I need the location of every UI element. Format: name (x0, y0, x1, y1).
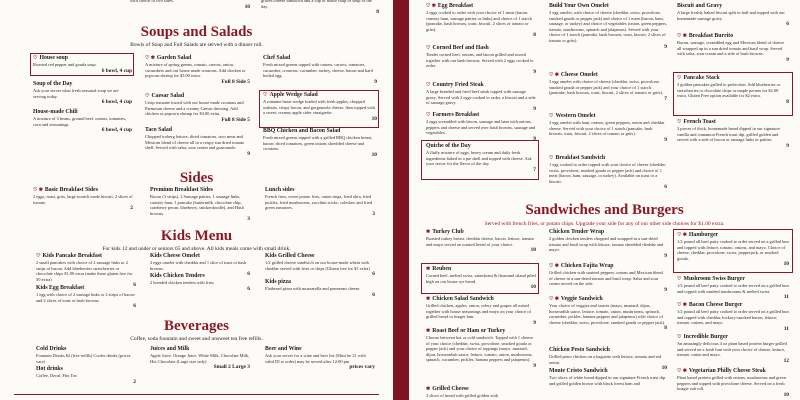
section-subtitle-soups: Bowls of Soup and Full Salads are served with a dinner roll. (130, 42, 263, 48)
section-title-sandwiches: Sandwiches and Burgers (525, 202, 684, 218)
menu-item: Kids Egg Breakfast 1 egg with choice of 2 sausage links or 2 strips of bacon and 2 slices of toast or hash browns. 6 (36, 285, 136, 310)
menu-item: ✱ Turkey Club Roasted turkey breast, cheddar cheese, bacon, lettuce, tomato and mayo served on toasted bread of your choice. 10 (426, 229, 536, 254)
menu-item: ♡ Pancake Stack 3 golden pancakes grilled to perfection. Add blueberries or strawberries or chocolate chips or maple pecans for $2.00 extra. Gluten Free option available for $2 extra. 8 (677, 75, 789, 105)
menu-item: ♡ Incredible Burger An amazingly delicious 4 oz plant based protein burger grilled and served on a fresh bun with your choice of cheese, lettuce, tomato, onion and mayo. 12 (677, 334, 789, 364)
menu-item: ♡ ✱ Cheese Omelet 3 egg omelet with choice of cheese (cheddar, swiss, provolone, smoked gouda or pepper jack) and your choice of 1 starch (pancake, hash browns, toast, biscuit, 2 slices of tomato or grits). 7 (549, 72, 667, 102)
menu-item: ♡ Western Omelet 3 egg omelet with ham, onions, green peppers, onion and cheddar cheese. Served with your choice of 1 starch (pancake, hash browns, toast, biscuit, 2 slices of tomato or grits). 9 (549, 113, 667, 143)
menu-item: Kids Grilled Cheese 1/2 grilled cheese sandwich on our house-made wheat with cheddar served with fries or chips (Gluten free for $1 extra) 6 (265, 253, 375, 278)
menu-item: Hot drinks Coffee, Decaf, Hot Tea 2 (36, 366, 136, 385)
menu-item: Soup of the Day Ask your server what fresh seasonal soup we are serving today. 6 bowl, 4 cup (33, 81, 132, 106)
menu-item: ♡ ✱ Egg Breakfast 2 eggs cooked to order with your choice of 1 meat (bacon, country ham, sausage patties or links) and choice of 1 starch (pancake, hash browns, toast, biscuit, 2 slices of tomato or grits). 8 (426, 3, 536, 39)
menu-item: Cold Drinks Fountain Drinks $2 (free refills) Cooler drinks (prices vary) (36, 346, 131, 364)
menu-item: ♡ ✱ Veggie Sandwich Your choice of veggies and sauces (mayo, mustard, dijon, horseradish sauce, lettuce, tomato, onion, mushrooms, spinach, cucumber, pickles, banana peppers and jalapenos) with choice of cheese (cheddar, swiss, provolone, smoked gouda or pepper jack). 8 (549, 296, 667, 332)
menu-item: ✱ Grilled Cheese 3 slices of bread with grilled golden with (426, 386, 499, 398)
menu-item: Taco Salad Chopped iceberg lettuce, diced tomatoes, taco meat and Mexican blend of cheese all in a crispy sun dried tomato shell. Served with salsa, sour cream and guacamole. 9 (145, 127, 250, 157)
menu-item: ♡ French Toast 3 pieces of thick, homemade bread dipped in our signature vanilla and cinnamon French toast dip, grilled golden and served with a side of bacon or sausage links or patties. 9 (677, 119, 789, 149)
menu-item: ♡ Breakfast Sandwich 1 egg cooked to order topped with your choice of cheese (cheddar, swiss, provolone, smoked gouda or pepper jack) and choice of 1 meat (bacon, ham, sausage, or turkey). Available on toast or a biscuit. 6 (549, 155, 667, 191)
menu-item: Kids Cheese Omelet 2 eggs omelet with cheddar and 1 slice of toast or hash browns. 6 (150, 253, 250, 278)
section-title-soups: Soups and Salads (140, 24, 253, 40)
menu-item: Chicken Pesto Sandwich Grilled pesto chicken on a baguette with lettuce, tomato and red onion. 10 (549, 347, 667, 372)
menu-item-tail: grilled cheese sandwich and a cup of house soup or soup of the day. 8 (261, 0, 379, 16)
menu-item: Quiche of the Day A fluffy mixture of eggs, heavy cream and daily fresh ingredients baked in a pie shell and topped with cheese. Ask your server for the flavor of the day. 7 (426, 143, 536, 173)
section-subtitle-sandwiches: Served with french fries, or potato chips. Upgrade your side for any of our other side choices for $1.00 extra. (484, 221, 725, 227)
menu-item: Chef Salad Fresh mixed greens topped with onions, carrots, tomatoes, cucumber, croutons, cucumber, turkey, cheese, bacon and hard boiled egg. 9 (263, 55, 377, 85)
menu-item: ♡ Farmers Breakfast 2 eggs scrambled with bacon, sausage and ham with onions, peppers and cheese and served over hash browns, sausage and vegetables. 9 (426, 112, 536, 142)
section-title-sides: Sides (179, 170, 214, 186)
menu-page-right (409, 0, 800, 400)
menu-item: ♡ Corned Beef and Hash Tender corned beef, onions, and bacon grilled and tossed together with our hash browns. Served with 2 eggs cooked to order. 9 (426, 45, 536, 75)
menu-item: House-made Chili A mixture of 3 beans, ground beef, onions, tomatoes, corn and seasonings. 6 bowl, 4 cup (33, 109, 132, 134)
menu-item: ✱ Roast Beef or Ham or Turkey Choose between hot or cold sandwich. Topped with 1 cheese of your choice (cheddar, swiss, provolone, smoked gouda or pepper jack) and your choice of toppings (mayo, mustard, dijon, horseradish sauce, lettuce, tomato, onion, mushrooms, spinach, cucumber, pickles, banana peppers and jalapenos). 9 (426, 328, 536, 369)
menu-item: ♡ Kids Pancake Breakfast 2 small pancakes with choice of 2 sausage links or 2 strips of bacon. Add blueberries strawberries or chocolate chips $1.00 extra (make these gluten free for 50 extra) 6 (36, 253, 136, 289)
menu-item: Chicken Tender Wrap 2 golden chicken tenders chopped and wrapped in a sun-dried tomato and basil wrap with lettuce, tomato shredded cheddar and mayo. 9 (549, 229, 667, 259)
menu-item: ♡ Apple Wedge Salad A romaine heart wedge loaded with fresh apples, chopped walnuts, crispy bacon, and gorgonzola cheese, then topped with a sweet, creamy apple cider vinaigrette. 10 (263, 92, 377, 122)
menu-item-tail: with choice of two sides. 10 (130, 0, 250, 10)
menu-item: ♡ ✱ Basic Breakfast Sides 2 eggs, toast, grits, large scratch made biscuit, 2 slices of tomato. 2 (33, 187, 133, 212)
menu-item: Premium Breakfast Sides Bacon (3 strips), 2 Sausage patties, 1 sausage links, country ham, 1 pancake (buttermilk, chocolate chip, cranberry pecan, blueberry, snickerdoodle), and Hash browns. 3 (150, 187, 250, 223)
menu-item: ♡ ✱ Hamburger 1/2 pound all beef patty cooked to order served on a grilled bun and topped with lettuce, tomato, onions, and mayo. Choice of cheese, cheddar, provolone, swiss, pepperjack, or smoked gouda. 10 (677, 232, 789, 268)
menu-item: Lunch sides French fries, sweet potato fries, onion rings, fried okra, fried pickles, fried mushrooms, zucchini sticks, coleslaw and fried green tomatoes. 3 (265, 187, 375, 217)
menu-item: BBQ Chicken and Bacon Salad Fresh mixed greens topped with a grilled BBQ chicken breast, bacon, diced tomatoes, green onions shredded cheese and croutons. 10 (263, 128, 377, 158)
menu-item: Juices and Milk Apple Juice, Orange Juice, White Milk, Chocolate Milk, Hot Chocolate (Large size only) Small 2 Large 3 (150, 346, 250, 371)
section-title-beverages: Beverages (164, 318, 229, 334)
section-subtitle-kids: For kids 12 and under or seniors 65 and above. All kids meals come with small drink. (102, 246, 291, 252)
menu-item: ♡ ✱ Garden Salad A mixture of spring greens, tomato, carrots, onion, cucumbers and our house made croutons. Add chicken or popcorn shrimp for $3.00 extra. Full 8 Side 5 (145, 55, 250, 85)
menu-item: ♡ Mushroom Swiss Burger 1/2 pound all beef patty cooked to order served on a grilled bun and topped with sautéed mushrooms & melted swiss. 11 (677, 276, 789, 301)
section-title-kids: Kids Menu (160, 228, 233, 244)
menu-item: Build Your Own Omelet 3 egg omelet, with choice of cheese (cheddar, swiss, provolone, smoked gouda or pepper jack) and choice of 1 meat (bacon, ham, sausage, or turkey) and choice of vegetables (onion, green peppers, tomato, mushrooms, spinach and jalapenos). Served with your choice of 1 starch (pancake, hash browns, toast, biscuit, 2 slices of tomato or grits). 9 (549, 3, 668, 50)
menu-item: Beer and Wine Ask your server for a wine and beer list (Must be 21 with valid ID to order) may be served after 12:00 pm prices vary (265, 346, 375, 371)
menu-item: Biscuit and Gravy A large freshly baked biscuit split in half and topped with our homemade sausage gravy. 6 (677, 3, 789, 28)
menu-item: ♡ House soup Roasted red pepper and gouda soup. 6 bowl, 4 cup (33, 55, 132, 74)
menu-page-left (0, 0, 393, 400)
menu-item: ♡ ✱ Vegetarian Philly Cheese Steak Plant based protein grilled with onions, mushrooms and green peppers and topped with provolone cheese. Served on a fresh hoagie sub roll. 10 (677, 368, 789, 398)
section-subtitle-beverages: Coffee, soda fountain and sweet and unsweet tea free refills. (130, 336, 263, 342)
menu-item: ♡ Caesar Salad Crisp romaine tossed with our house made croutons and Parmesan cheese and a creamy Caesar dressing. Add chicken or popcorn shrimp for $3.00 extra. Full 8 Side 5 (145, 93, 250, 123)
menu-item: ♡ ✱ Bacon Cheese Burger 1/2 pound all beef patty cooked to order served on a grilled bun and topped with cheddar, hickory-smoked bacon, lettuce, tomato, onions, and mayo. 11 (677, 302, 789, 332)
page-gutter (393, 0, 409, 400)
menu-item: Monte Cristo Sandwich Two slices of white bread dipped in our signature French toast dip and grilled golden brown with black forest ham and (549, 368, 666, 386)
menu-item: ♡ ✱ Breakfast Burrito Bacon, sausage, scrambled egg and Mexican blend of cheese all wrapped up in a sun dried tomato and basil wrap. Served with salsa, sour cream and a side of hash browns. 9 (677, 33, 789, 63)
menu-item: Kids pizza Flatbread pizza with mozzarella and parmesan cheese. 6 (265, 279, 375, 298)
menu-item: ♡ ✱ Chicken Fajita Wrap Grilled chicken with sauteed peppers, onions and Mexican blend of cheese in a sun-dried tomato and basil wrap. Salsa and sour cream served on the side. 9 (549, 263, 667, 293)
menu-item: ♡ Country Fried Steak A large breaded and fried beef steak topped with sausage gravy. Served with 2 eggs cooked to order, a biscuit and a side of sausage gravy. 9 (426, 82, 536, 112)
menu-item: Kids Chicken Tenders 2 breaded chicken tenders with fries. 6 (150, 273, 250, 292)
menu-item: ✱ Reuben Corned beef, melted swiss, sauerkraut & thousand island piled high on our house rye bread. 10 (426, 266, 536, 291)
footer-rule (14, 394, 379, 395)
menu-item: ✱ Chicken Salad Sandwich Grilled chicken, apples, onion, celery and grapes all mixed together with house seasonings and mayo on your choice of grilled bread or burger bun. 9 (426, 296, 536, 326)
